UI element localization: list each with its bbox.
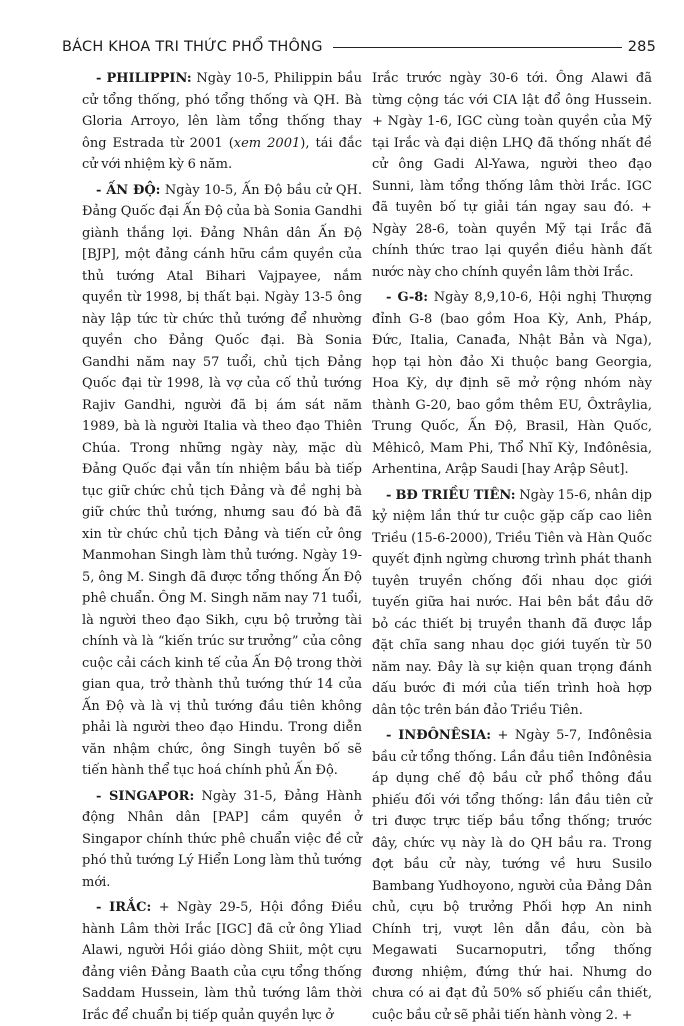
entry-body: Ngày 31-5, Đảng Hành động Nhân dân [PAP] cầm quyền ở Singapor chính thức phê chuẩn việc đề cử phó thủ tướng Lý Hiển Long làm thủ tướng mới.: [82, 788, 362, 890]
cross-reference: xem 2001: [233, 135, 301, 151]
header-title: BÁCH KHOA TRI THỨC PHỔ THÔNG: [62, 39, 323, 55]
entry-body: Ngày 10-5, Philippin bầu cử tổng thống, phó tổng thống và QH. Bà Gloria Arroyo, lên làm tổng thống thay ông Estrada từ 2001 (: [82, 71, 362, 151]
entry-body: Ngày 10-5, Ấn Độ bầu cử QH. Đảng Quốc đại Ấn Độ của bà Sonia Gandhi giành thắng lợi. Đảng Nhân dân Ấn Độ [BJP], một đảng cánh hữu cầm quyền của thủ tướng Atal Bihari Vajpayee, nắm quyền từ 1998, bị thất bại. Ngày 13-5 ông này lập tức từ chức thủ tướng để nhường quyền cho Đảng Quốc đại. Bà Sonia Gandhi năm nay 57 tuổi, chủ tịch Đảng Quốc đại từ 1998, là vợ của cố thủ tướng Rajiv Gandhi, người đã bị ám sát năm 1989, bà là người Italia và theo đạo Thiên Chúa. Trong những ngày này, mặc dù Đảng Quốc đại vẫn tín nhiệm bầu bà tiếp tục giữ chức chủ tịch Đảng và đề nghị bà giữ chức thủ tướng, nhưng sau đó bà đã xin từ chức chủ tịch Đảng và tiến cử ông Manmohan Singh làm thủ tướng. Ngày 19-5, ông M. Singh đã được tổng thống Ấn Độ phê chuẩn. Ông M. Singh năm nay 71 tuổi, là người theo đạo Sikh, cựu bộ trưởng tài chính và là “kiến trúc sư trưởng” của công cuộc cải cách kinh tế của Ấn Độ trong thời gian qua, trở thành thủ tướng thứ 14 của Ấn Độ và là vị thủ tướng đầu tiên không phải là người theo đạo Hindu. Trong diễn văn nhậm chức, ông Singh tuyên bố sẽ tiến hành thể tục hoá chính phủ Ấn Độ.: [82, 182, 363, 778]
entry-heading: - SINGAPOR:: [96, 788, 195, 804]
entry-singapor: [82, 786, 362, 894]
entry-philippin: [82, 68, 362, 176]
entry-heading: - BĐ TRIỀU TIÊN:: [386, 487, 516, 503]
entry-heading: - PHILIPPIN:: [96, 71, 192, 86]
page-number: 285: [627, 39, 656, 55]
entry-indonesia: [372, 725, 652, 1026]
entry-heading: - ẤN ĐỘ:: [96, 182, 161, 198]
running-header: [62, 36, 656, 58]
right-column: [372, 68, 652, 1023]
entry-heading: - IRẮC:: [96, 900, 152, 915]
entry-bd-trieu-tien: [372, 485, 652, 722]
entry-body: + Ngày 29-5, Hội đồng Điều hành Lâm thời Irắc [IGC] đã cử ông Yliad Alawi, người Hồi giáo dòng Shiit, một cựu đảng viên Đảng Baath của cựu tổng thống Saddam Hussein, làm thủ tướng lâm thời Irắc để chuẩn bị tiếp quản quyền lực ở: [82, 900, 362, 1023]
entry-body: Ngày 8,9,10-6, Hội nghị Thượng đỉnh G-8 (bao gồm Hoa Kỳ, Anh, Pháp, Đức, Italia, Canađa, Nhật Bản và Nga), họp tại hòn đảo Xi thuộc bang Georgia, Hoa Kỳ, dự định sẽ mở rộng nhóm này thành G-20, bao gồm thêm EU, Ôxtrâylia, Trung Quốc, Ấn Độ, Brasil, Hàn Quốc, Mêhicô, Mam Phi, Thổ Nhĩ Kỳ, Inđônêsia, Arhentina, Arập Saudi [hay Arập Sêut].: [372, 290, 652, 477]
entry-body: Ngày 15-6, nhân dịp kỷ niệm lần thứ tư cuộc gặp cấp cao liên Triều (15-6-2000), Triều Tiên và Hàn Quốc quyết định ngừng chương trình phát thanh tuyên truyền chống đối nhau dọc giới tuyến giữa hai nước. Hai bên bắt đầu dỡ bỏ các thiết bị truyền thanh đã được lắp đặt chĩa sang nhau dọc giới tuyến từ 50 năm nay. Đây là sự kiện quan trọng đánh dấu bước đi mới của tiến trình hoà hợp dân tộc trên bán đảo Triều Tiên.: [372, 487, 652, 718]
left-column: [82, 68, 363, 1023]
header-rule: [333, 47, 622, 48]
entry-body: + Ngày 5-7, Inđônêsia bầu cử tổng thống. Lần đầu tiên Inđônêsia áp dụng chế độ bầu cử phổ thông đầu phiếu đối với tổng thống: lần đầu tiên cử tri được trực tiếp bầu tổng thống; trước đây, chức vụ này là do QH bầu ra. Trong đợt bầu cử này, tướng về hưu Susilo Bambang Yudhoyono, người của Đảng Dân chủ, cựu bộ trưởng Phối hợp An ninh Chính trị, vượt lên dẫn đầu, còn bà Megawati Sucarnoputri, tổng thống đương nhiệm, đứng thứ hai. Nhưng do chưa có ai đạt đủ 50% số phiếu cần thiết, cuộc bầu cử sẽ phải tiến hành vòng 2. +: [372, 728, 652, 1023]
entry-irac: [82, 897, 362, 1026]
entry-body: ), tái đắc cử với nhiệm kỳ 6 năm.: [82, 135, 362, 172]
entry-g8: [372, 287, 652, 481]
entry-irac-continued: Irắc trước ngày 30-6 tới. Ông Alawi đã từng cộng tác với CIA lật đổ ông Hussein. + Ngày 1-6, IGC cùng toàn quyền của Mỹ tại Irắc và đại diện LHQ đã thống nhất đề cử ông Gadi Al-Yawa, người theo đạo Sunni, làm tổng thống lâm thời Irắc. IGC đã tuyên bố tự giải tán ngay sau đó. + Ngày 28-6, toàn quyền Mỹ tại Irắc đã chính thức trao lại quyền điều hành đất nước này cho chính quyền lâm thời Irắc.: [372, 71, 652, 280]
entry-an-do: [82, 180, 362, 782]
entry-heading: - INĐÔNÊSIA:: [386, 728, 492, 743]
entry-heading: - G-8:: [386, 290, 429, 305]
